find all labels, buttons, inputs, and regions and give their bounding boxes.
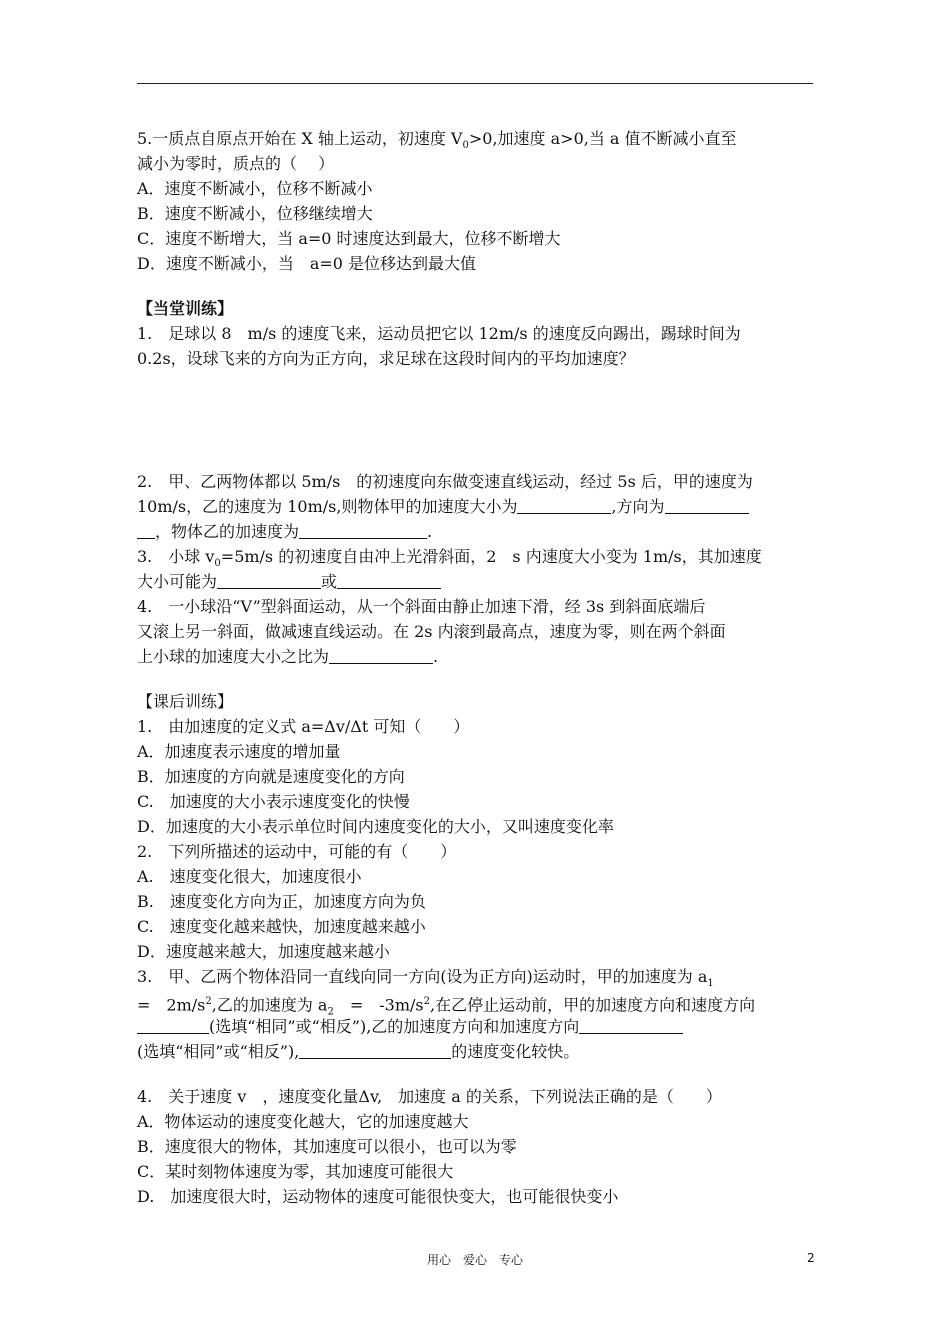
q5-option-d: D．速度不断减小，当 a=0 是位移达到最大值 [137, 254, 477, 273]
c4-line1: 4. 一小球沿“V”型斜面运动，从一个斜面由静止加速下滑，经 3s 到斜面底端后 [137, 597, 706, 616]
answer-blank[interactable] [299, 1041, 451, 1059]
h2-stem: 2. 下列所描述的运动中，可能的有（ ） [137, 842, 457, 861]
h1-option-d: D．加速度的大小表示单位时间内速度变化的大小，又叫速度变化率 [137, 817, 614, 836]
answer-blank[interactable] [137, 1016, 209, 1034]
c4-line2: 又滚上另一斜面，做减速直线运动。在 2s 内滚到最高点，速度为零，则在两个斜面 [137, 622, 726, 641]
h2-option-a: A. 速度变化很大，加速度很小 [137, 867, 362, 886]
h1-option-b: B．加速度的方向就是速度变化的方向 [137, 767, 405, 786]
c2-line3: ，物体乙的加速度为 . [137, 519, 817, 544]
c4-line3: 上小球的加速度大小之比为 . [137, 647, 439, 666]
answer-blank[interactable] [665, 496, 749, 514]
h2-option-d: D．速度越来越大，加速度越来越小 [137, 942, 390, 961]
answer-blank[interactable] [329, 646, 433, 664]
h1-option-c: C. 加速度的大小表示速度变化的快慢 [137, 792, 410, 811]
h3-line4: (选填“相同”或“相反”), 的速度变化较快。 [137, 1042, 580, 1061]
h3-line1: 3. 甲、乙两个物体沿同一直线向同一方向(设为正方向)运动时，甲的加速度为 $a_1$ [137, 967, 714, 990]
header-rule [137, 83, 813, 84]
section-heading-class-practice: 【当堂训练】 [137, 299, 234, 318]
section-heading-after-class: 【课后训练】 [137, 692, 234, 711]
h2-option-b: B. 速度变化方向为正，加速度方向为负 [137, 892, 426, 911]
answer-blank[interactable] [217, 571, 321, 589]
h4-stem: 4. 关于速度 v ，速度变化量Δv, 加速度 a 的关系，下列说法正确的是（ ） [137, 1087, 722, 1106]
document-body [137, 126, 817, 1209]
h1-option-a: A．加速度表示速度的增加量 [137, 742, 341, 761]
h4-option-d: D. 加速度很大时，运动物体的速度可能很快变大，也可能很快变小 [137, 1187, 619, 1206]
h4-option-c: C．某时刻物体速度为零，其加速度可能很大 [137, 1162, 454, 1181]
c3-line2: 大小可能为 或 [137, 569, 817, 594]
answer-blank[interactable] [299, 521, 427, 539]
h4-option-a: A．物体运动的速度变化越大，它的加速度越大 [137, 1112, 469, 1131]
h1-stem: 1. 由加速度的定义式 a=Δv/Δt 可知（ ） [137, 717, 470, 736]
q5-stem-line1: 5.一质点自原点开始在 X 轴上运动，初速度 $V_0>0$,加速度 a>0,当 a 值不断减小直至 [137, 129, 737, 152]
q5-option-b: B．速度不断减小，位移继续增大 [137, 204, 373, 223]
h3-line3: (选填“相同”或“相反”),乙的加速度方向和加速度方向 [137, 1014, 817, 1039]
q5-stem-line2: 减小为零时，质点的（ ） [137, 154, 335, 173]
q5-option-a: A．速度不断减小，位移不断减小 [137, 179, 373, 198]
answer-blank[interactable] [337, 571, 441, 589]
answer-blank[interactable] [137, 521, 155, 539]
h4-option-b: B．速度很大的物体，其加速度可以很小，也可以为零 [137, 1137, 517, 1156]
c3-line1: 3. 小球 $v_0=5m/s$ 的初速度自由冲上光滑斜面，2 s 内速度大小变为 1m/s，其加速度 [137, 547, 762, 570]
footer-slogan: 用心 爱心 专心 [426, 1253, 523, 1267]
c1-line2: 0.2s，设球飞来的方向为正方向，求足球在这段时间内的平均加速度？ [137, 349, 635, 368]
answer-blank[interactable] [517, 496, 611, 514]
answer-blank[interactable] [579, 1016, 683, 1034]
c2-line2: 10m/s，乙的速度为 10m/s,则物体甲的加速度大小为 ,方向为 [137, 494, 817, 519]
h2-option-c: C. 速度变化越来越快，加速度越来越小 [137, 917, 426, 936]
page-number: 2 [807, 1251, 815, 1265]
c1-line1: 1. 足球以 8 m/s 的速度飞来，运动员把它以 12m/s 的速度反向踢出，踢球时间为 [137, 324, 741, 343]
c2-line1: 2. 甲、乙两物体都以 5m/s 的初速度向东做变速直线运动，经过 5s 后，甲的速度为 [137, 472, 753, 491]
q5-option-c: C．速度不断增大，当 a=0 时速度达到最大，位移不断增大 [137, 229, 561, 248]
h3-line2: = $2m/s^2$,乙的加速度为 $a_2$ = $-3m/s^2$,在乙停止运动前，甲的加速度方向和速度方向 [137, 995, 756, 1018]
